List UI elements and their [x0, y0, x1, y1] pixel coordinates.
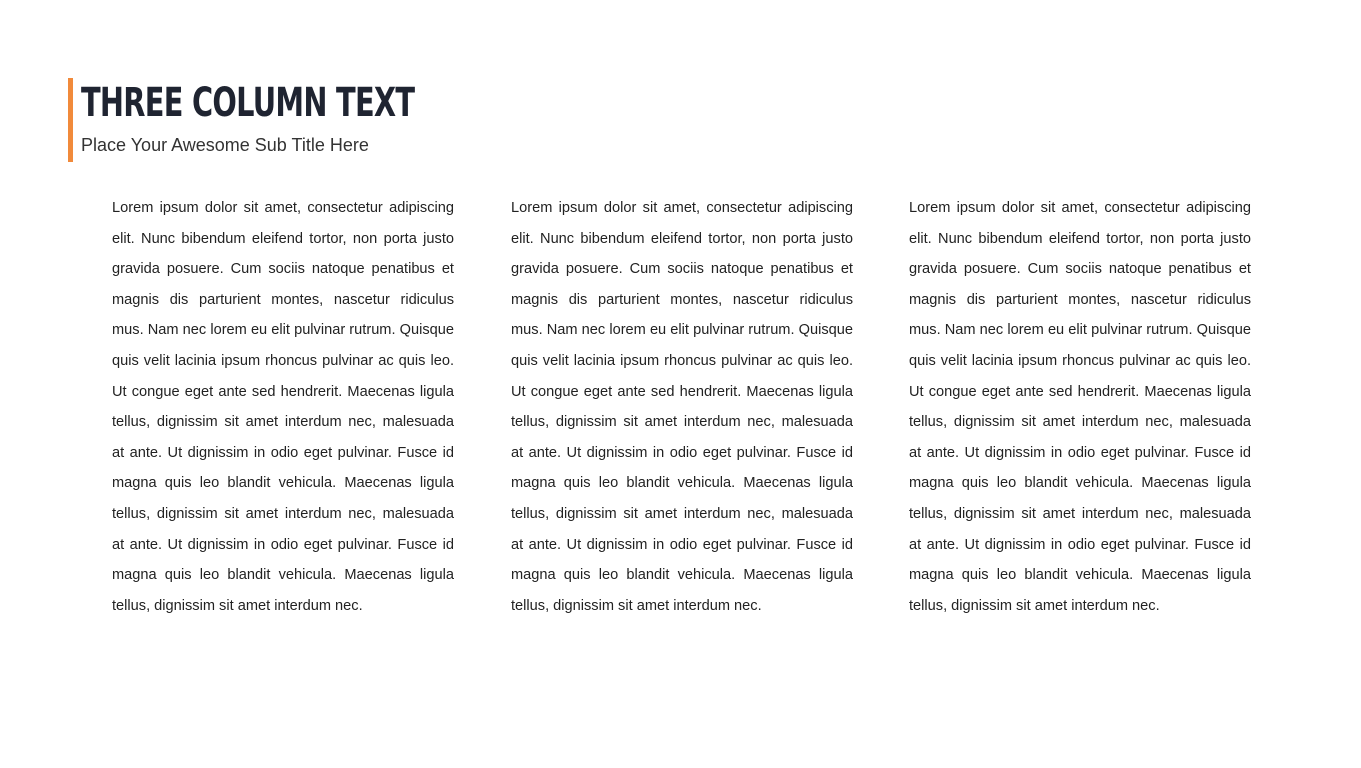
slide-title: THREE COLUMN TEXT [81, 80, 415, 126]
slide-subtitle: Place Your Awesome Sub Title Here [81, 135, 369, 155]
slide-header [68, 78, 668, 162]
text-columns [0, 193, 1361, 693]
title-accent-bar [68, 78, 73, 162]
text-column-3: Lorem ipsum dolor sit amet, consectetur adipiscing elit. Nunc bibendum eleifend tortor, non porta justo gravida posuere. Cum sociis natoque penatibus et magnis dis parturient montes, nascetur ridiculus mus. Nam nec lorem eu elit pulvinar rutrum. Quisque quis velit lacinia ipsum rhoncus pulvinar ac quis leo. Ut congue eget ante sed hendrerit. Maecenas ligula tellus, dignissim sit amet interdum nec, malesuada at ante. Ut dignissim in odio eget pulvinar. Fusce id magna quis leo blandit vehicula. Maecenas ligula tellus, dignissim sit amet interdum nec, malesuada at ante. Ut dignissim in odio eget pulvinar. Fusce id magna quis leo blandit vehicula. Maecenas ligula tellus, dignissim sit amet interdum nec. [909, 200, 1251, 614]
text-column-2: Lorem ipsum dolor sit amet, consectetur adipiscing elit. Nunc bibendum eleifend tortor, non porta justo gravida posuere. Cum sociis natoque penatibus et magnis dis parturient montes, nascetur ridiculus mus. Nam nec lorem eu elit pulvinar rutrum. Quisque quis velit lacinia ipsum rhoncus pulvinar ac quis leo. Ut congue eget ante sed hendrerit. Maecenas ligula tellus, dignissim sit amet interdum nec, malesuada at ante. Ut dignissim in odio eget pulvinar. Fusce id magna quis leo blandit vehicula. Maecenas ligula tellus, dignissim sit amet interdum nec, malesuada at ante. Ut dignissim in odio eget pulvinar. Fusce id magna quis leo blandit vehicula. Maecenas ligula tellus, dignissim sit amet interdum nec. [511, 200, 853, 614]
text-column-1: Lorem ipsum dolor sit amet, consectetur adipiscing elit. Nunc bibendum eleifend tortor, non porta justo gravida posuere. Cum sociis natoque penatibus et magnis dis parturient montes, nascetur ridiculus mus. Nam nec lorem eu elit pulvinar rutrum. Quisque quis velit lacinia ipsum rhoncus pulvinar ac quis leo. Ut congue eget ante sed hendrerit. Maecenas ligula tellus, dignissim sit amet interdum nec, malesuada at ante. Ut dignissim in odio eget pulvinar. Fusce id magna quis leo blandit vehicula. Maecenas ligula tellus, dignissim sit amet interdum nec, malesuada at ante. Ut dignissim in odio eget pulvinar. Fusce id magna quis leo blandit vehicula. Maecenas ligula tellus, dignissim sit amet interdum nec. [112, 200, 454, 614]
